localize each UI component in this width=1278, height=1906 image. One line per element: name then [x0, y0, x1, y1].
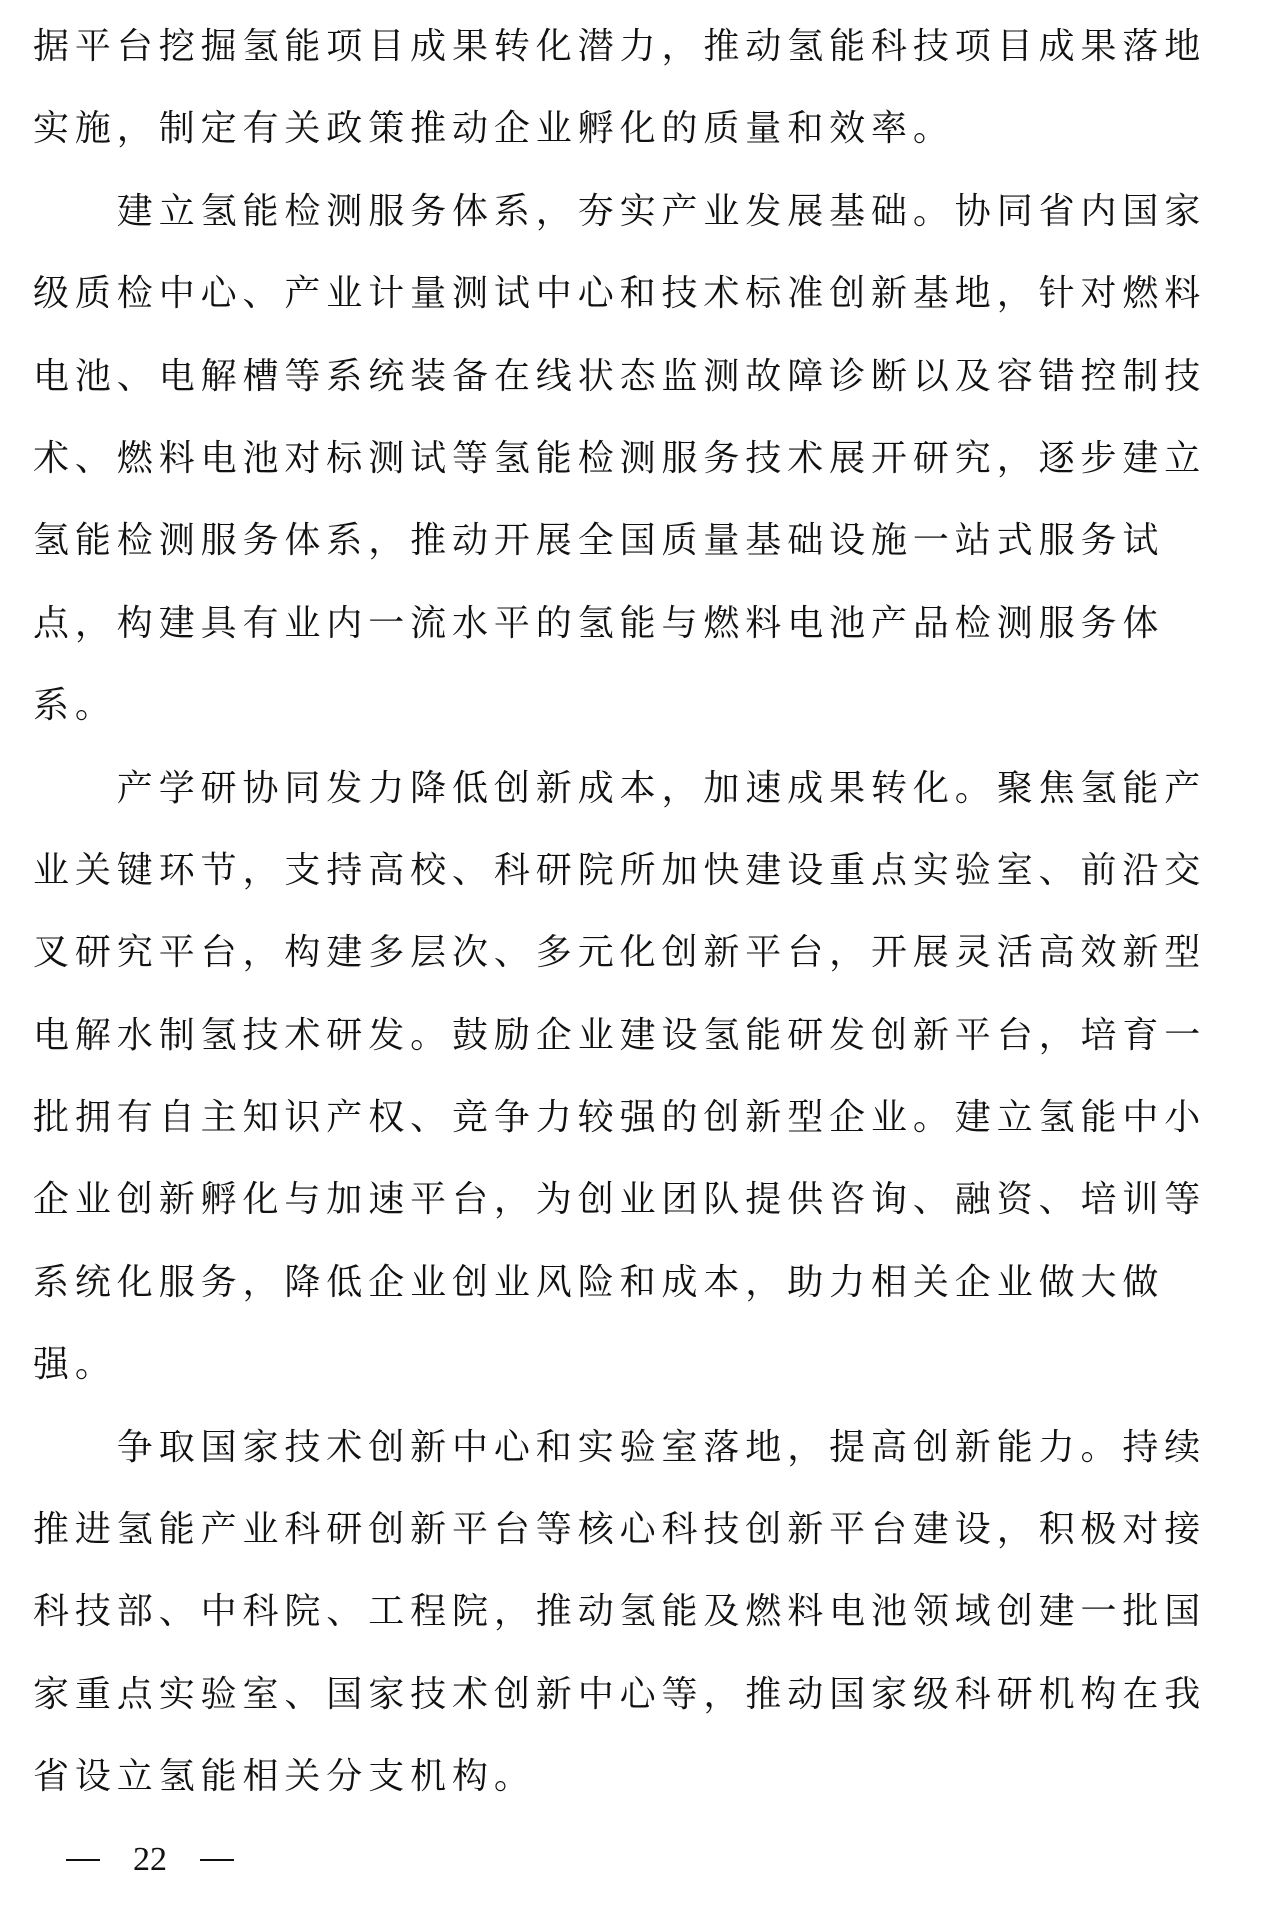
text-line: 电解水制氢技术研发。鼓励企业建设氢能研发创新平台，培育一	[33, 1014, 1207, 1056]
text-line: 产学研协同发力降低创新成本，加速成果转化。聚焦氢能产	[116, 767, 1207, 809]
paragraph-platform-continuation	[33, 6, 1263, 171]
page-number: 22	[133, 1841, 167, 1878]
text-line: 省设立氢能相关分支机构。	[33, 1756, 536, 1798]
text-line: 科技部、中科院、工程院，推动氢能及燃料电池领域创建一批国	[33, 1591, 1207, 1633]
text-line: 争取国家技术创新中心和实验室落地，提高创新能力。持续	[116, 1426, 1207, 1468]
text-line: 实施，制定有关政策推动企业孵化的质量和效率。	[33, 108, 955, 150]
text-line: 叉研究平台，构建多层次、多元化创新平台，开展灵活高效新型	[33, 932, 1207, 974]
paragraph-industry-academia-research	[33, 748, 1263, 1407]
text-line: 家重点实验室、国家技术创新中心等，推动国家级科研机构在我	[33, 1673, 1207, 1715]
text-line: 术、燃料电池对标测试等氢能检测服务技术展开研究，逐步建立	[33, 437, 1207, 479]
text-line: 系。	[33, 685, 117, 727]
dash-right-decoration	[200, 1859, 234, 1861]
page-footer	[66, 1838, 234, 1882]
body-text	[33, 6, 1263, 1819]
text-line: 业关键环节，支持高校、科研院所加快建设重点实验室、前沿交	[33, 849, 1207, 891]
text-line: 系统化服务，降低企业创业风险和成本，助力相关企业做大做	[33, 1261, 1165, 1303]
paragraph-national-innovation-center	[33, 1407, 1263, 1819]
text-line: 建立氢能检测服务体系，夯实产业发展基础。协同省内国家	[116, 190, 1207, 232]
text-line: 点，构建具有业内一流水平的氢能与燃料电池产品检测服务体	[33, 602, 1165, 644]
text-line: 电池、电解槽等系统装备在线状态监测故障诊断以及容错控制技	[33, 355, 1207, 397]
text-line: 推进氢能产业科研创新平台等核心科技创新平台建设，积极对接	[33, 1509, 1207, 1551]
text-line: 据平台挖掘氢能项目成果转化潜力，推动氢能科技项目成果落地	[33, 26, 1207, 67]
paragraph-testing-service-system	[33, 171, 1263, 748]
text-line: 企业创新孵化与加速平台，为创业团队提供咨询、融资、培训等	[33, 1179, 1207, 1221]
text-line: 批拥有自主知识产权、竞争力较强的创新型企业。建立氢能中小	[33, 1097, 1207, 1139]
text-line: 级质检中心、产业计量测试中心和技术标准创新基地，针对燃料	[33, 273, 1207, 315]
text-line: 氢能检测服务体系，推动开展全国质量基础设施一站式服务试	[33, 520, 1165, 562]
text-line: 强。	[33, 1344, 117, 1386]
dash-left-decoration	[66, 1859, 100, 1861]
